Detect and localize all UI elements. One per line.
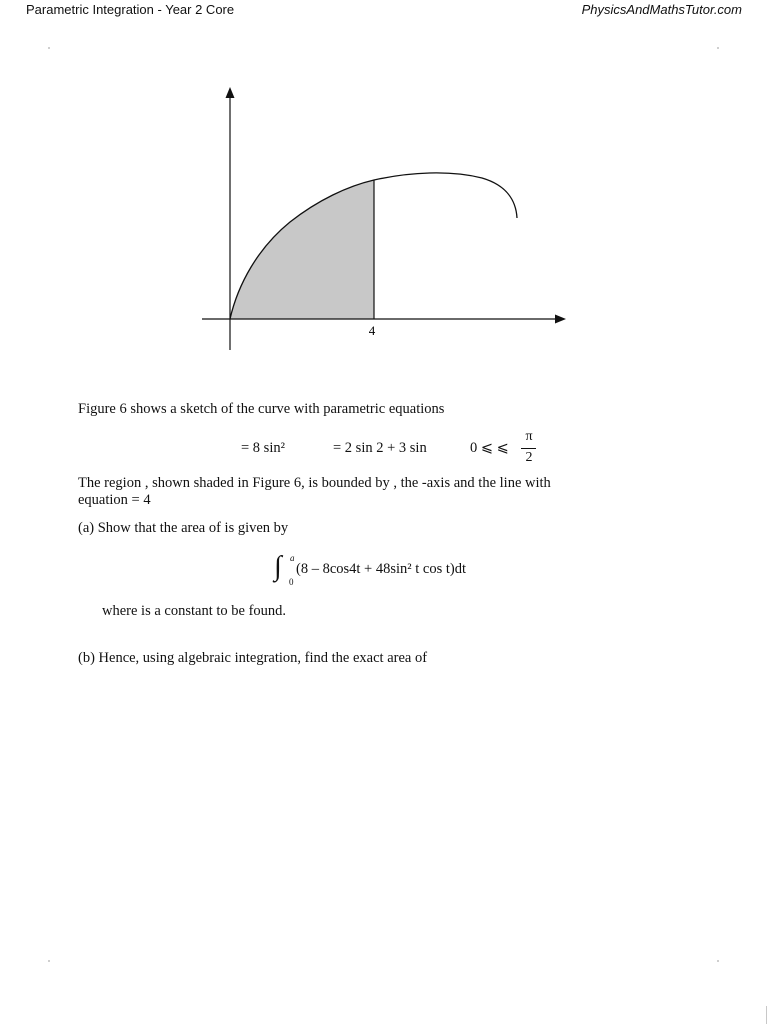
x-tick-label: 4 (368, 323, 376, 338)
region-description: The region , shown shaded in Figure 6, is bounded by , the -axis and the line with (78, 475, 551, 491)
page-corner-mark (48, 960, 50, 962)
figure-6 (0, 0, 768, 400)
integral-lower-limit: 0 (289, 577, 294, 587)
region-line-equation: equation = 4 (78, 492, 151, 508)
header-title: Parametric Integration - Year 2 Core (26, 2, 235, 17)
equation-x: = 8 sin² (241, 440, 285, 456)
question-intro: Figure 6 shows a sketch of the curve with parametric equations (78, 401, 445, 417)
header-site: PhysicsAndMathsTutor.com (581, 2, 742, 17)
page-corner-mark (717, 960, 719, 962)
page-edge-mark (766, 1006, 767, 1024)
constant-note: where is a constant to be found. (102, 603, 287, 619)
domain-denominator: 2 (525, 450, 533, 465)
part-a-prompt: (a) Show that the area of is given by (78, 520, 289, 536)
fraction-bar (521, 448, 536, 449)
domain-inequality: 0 ⩽ ⩽ (470, 440, 509, 456)
integrand: (8 – 8cos4t + 48sin² t cos t)dt (296, 561, 466, 577)
equation-y: = 2 sin 2 + 3 sin (333, 440, 427, 456)
x-axis-arrow (555, 315, 566, 324)
domain-numerator: π (525, 429, 533, 444)
y-axis-arrow (226, 87, 235, 98)
integral-upper-limit: a (290, 553, 295, 563)
part-b-prompt: (b) Hence, using algebraic integration, find the exact area of (78, 650, 428, 666)
shaded-region (230, 180, 374, 319)
integral-sign: ∫ (274, 551, 282, 582)
